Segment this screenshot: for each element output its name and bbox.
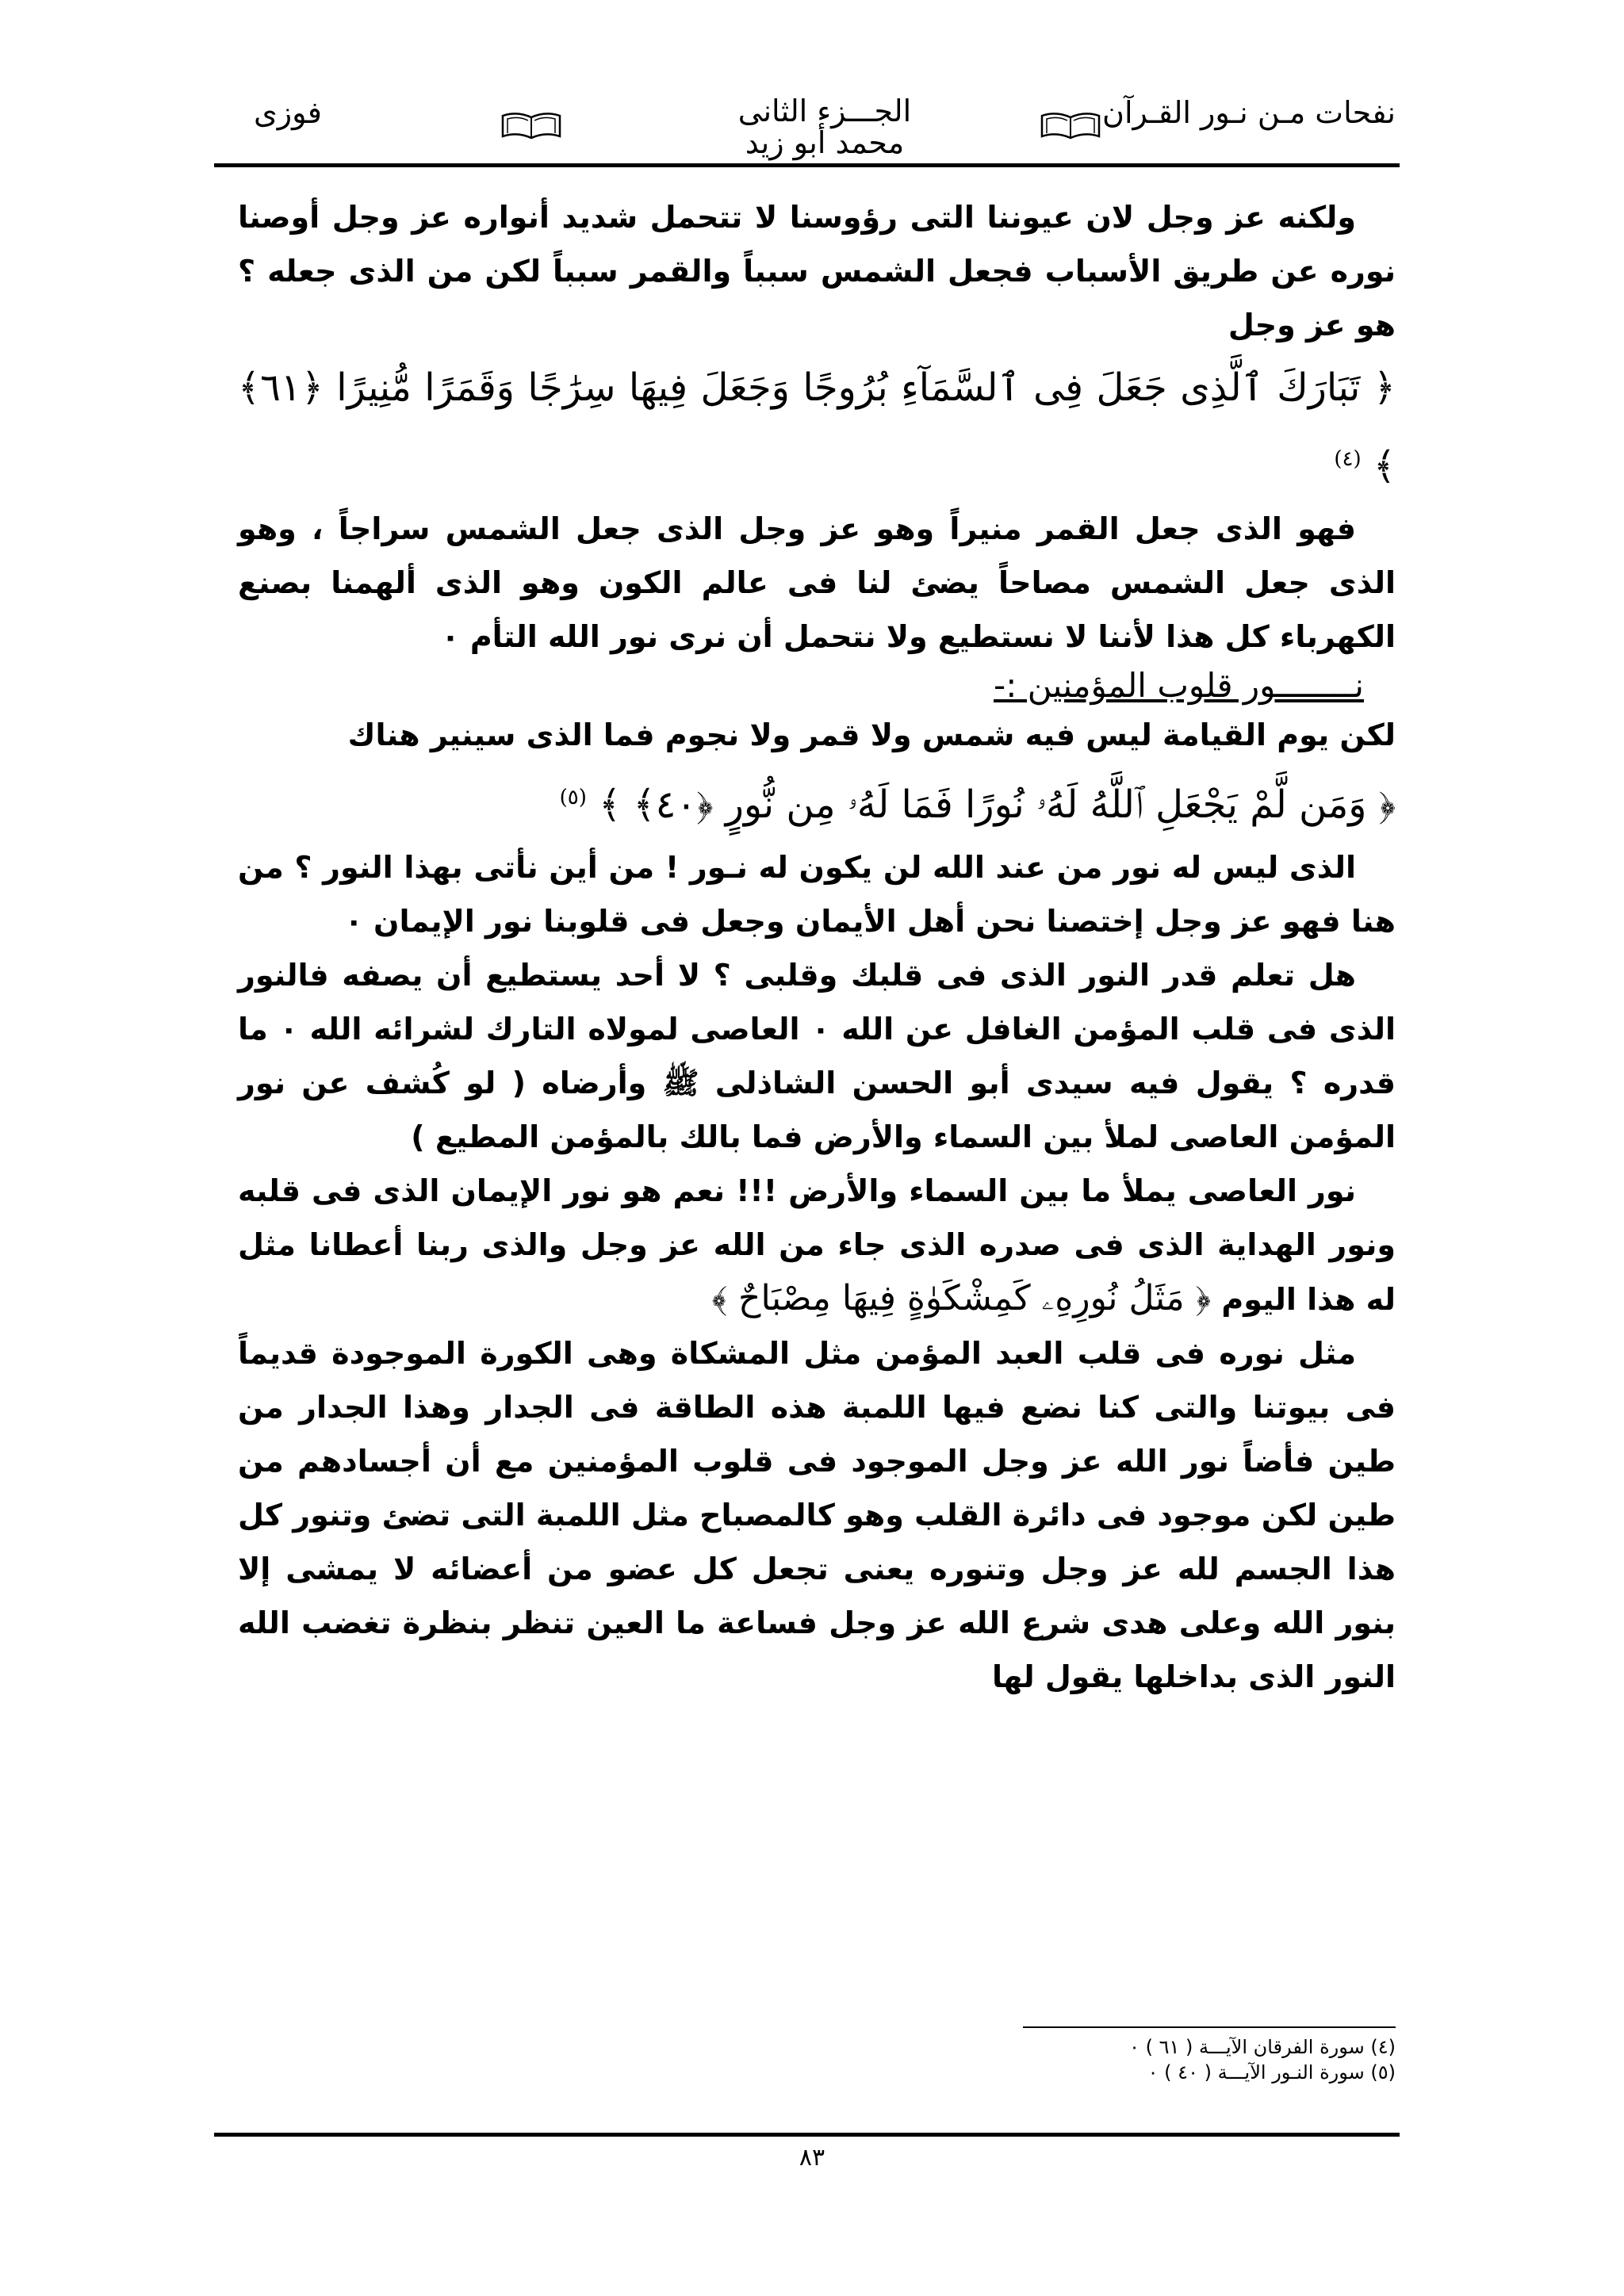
footnote-ref-4: (٤): [1334, 447, 1362, 471]
paragraph-1: ولكنه عز وجل لان عيوننا التى رؤوسنا لا تتحمل شديد أنواره عز وجل أوصنا نوره عن طريق الأسباب فجعل الشمس سبباً والقمر سبباً لكن من الذى جعله ؟ هو عز وجل: [238, 200, 1396, 342]
section-heading: نــــــــور قلوب المؤمنين :-: [994, 666, 1364, 705]
paragraph-6: [238, 1164, 1396, 1326]
footnote-5: (٥) سورة النـور الآيـــة ( ٤٠ ) ٠: [1147, 2061, 1396, 2084]
open-book-icon: [500, 109, 563, 141]
quran-verse-3: ﴿ مَثَلُ نُورِهِۦ كَمِشْكَوٰةٍ فِيهَا مِصْبَاحٌ ﴾: [711, 1278, 1212, 1318]
header-part: [658, 95, 991, 159]
header-author-full: محمد أبو زيد: [745, 125, 905, 160]
page-body: [238, 190, 1396, 1704]
footer-divider: [214, 2133, 1400, 2137]
paragraph-4: الذى ليس له نور من عند الله لن يكون له نـور ! من أين نأتى بهذا النور ؟ من هنا فهو عز وجل إختصنا نحن أهل الأيمان وجعل فى قلوبنا نور الإيمان ٠: [238, 850, 1396, 939]
header-book-title: نفحات مـن نـور القـرآن: [1102, 95, 1396, 130]
page-number: ٨٣: [799, 2144, 825, 2172]
paragraph-6-text: نور العاصى يملأ ما بين السماء والأرض !!! نعم هو نور الإيمان الذى فى قلبه ونور الهداية الذى فى صدره الذى جاء من الله عز وجل والذى ربنا أعطانا مثل له هذا اليوم: [238, 1173, 1396, 1317]
page-header: [238, 95, 1396, 166]
verse-2-text: ﴿ وَمَن لَّمْ يَجْعَلِ ٱللَّهُ لَهُۥ نُورًا فَمَا لَهُۥ مِن نُّورٍ ﴿٤٠﴾ ﴾: [599, 783, 1396, 827]
paragraph-7: مثل نوره فى قلب العبد المؤمن مثل المشكاة وهى الكورة الموجودة قديماً فى بيوتنا والتى كنا نضع فيها اللمبة هذه الطاقة فى الجدار وهذا الجدار من طين فأضاً نور الله عز وجل الموجود فى قلوب المؤمنين مع أن أجسادهم من طين لكن موجود فى دائرة القلب وهو كالمصباح مثل اللمبة التى تضئ وتنور كل هذا الجسم لله عز وجل وتنوره يعنى تجعل كل عضو من أعضائه لا يمشى إلا بنور الله وعلى هدى شرع الله عز وجل فساعة ما العين تنظر بنظرة تغضب الله النور الذى بداخلها يقول لها: [238, 1336, 1396, 1694]
paragraph-3: لكن يوم القيامة ليس فيه شمس ولا قمر ولا نجوم فما الذى سينير هناك: [347, 718, 1396, 752]
open-book-icon: [1039, 109, 1102, 141]
verse-1-text: ﴿ تَبَارَكَ ٱلَّذِى جَعَلَ فِى ٱلسَّمَآءِ بُرُوجًا وَجَعَلَ فِيهَا سِرَٰجًا وَقَمَرًا مُّنِيرًا ﴿٦١﴾ ﴾: [238, 365, 1396, 488]
footnote-divider: [1023, 2026, 1396, 2028]
footnotes: [1023, 2034, 1396, 2085]
header-divider: [214, 163, 1400, 167]
header-author: فوزى: [254, 95, 322, 130]
paragraph-5: هل تعلم قدر النور الذى فى قلبك وقلبى ؟ لا أحد يستطيع أن يصفه فالنور الذى فى قلب المؤمن الغافل عن الله ٠ العاصى لمولاه التارك لشرائه الله ٠ ما قدره ؟ يقول فيه سيدى أبو الحسن الشاذلى ﷺ وأرضاه ( لو كُشف عن نور المؤمن العاصى لملأ بين السماء والأرض فما بالك بالمؤمن المطيع ): [238, 958, 1396, 1154]
paragraph-2: فهو الذى جعل القمر منيراً وهو عز وجل الذى جعل الشمس سراجاً ، وهو الذى جعل الشمس مصاحاً يضئ لنا فى عالم الكون وهو الذى ألهمنا بصنع الكهرباء كل هذا لأننا لا نستطيع ولا نتحمل أن نرى نور الله التأم ٠: [238, 511, 1396, 654]
footnote-4: (٤) سورة الفرقان الآيـــة ( ٦١ ) ٠: [1129, 2036, 1396, 2058]
footnote-ref-5: (٥): [559, 786, 587, 809]
quran-verse-1: [238, 352, 1396, 502]
quran-verse-2: [238, 762, 1396, 840]
header-part-label: الجـــزء الثانى: [737, 94, 912, 128]
